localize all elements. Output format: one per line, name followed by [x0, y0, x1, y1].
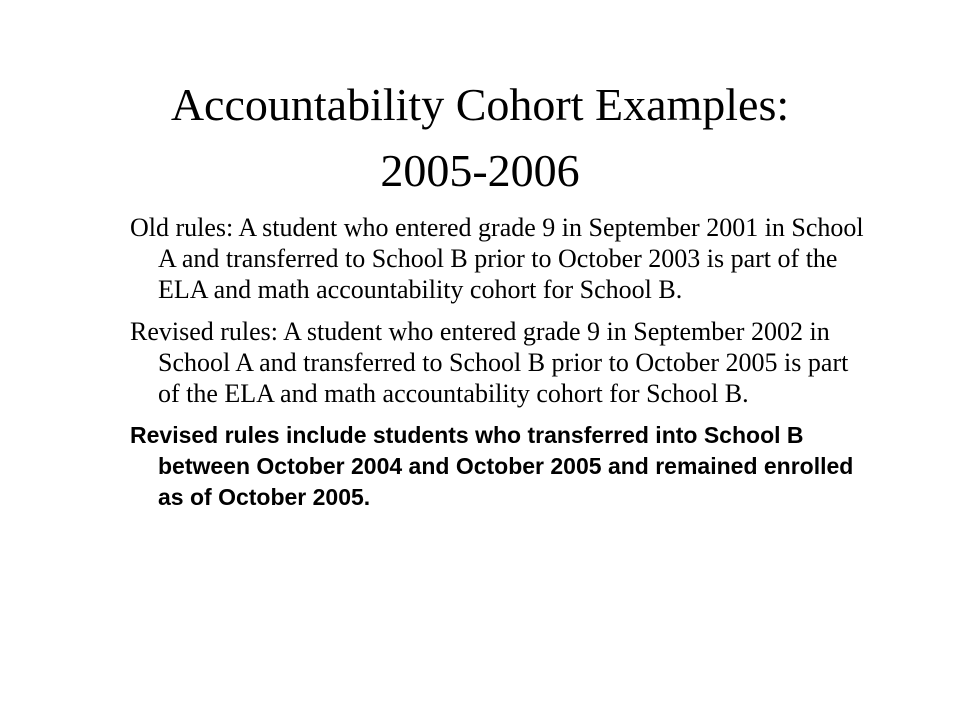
revised-rules-summary-paragraph: Revised rules include students who transferred into School B between October 2004 and October 2005 and remained enrolled as of October 2005. — [130, 422, 854, 510]
old-rules-paragraph: Old rules: A student who entered grade 9 in September 2001 in School A and transferred to School B prior to October 2003 is part of the ELA and math accountability cohort for School B. — [130, 213, 864, 304]
slide-title-line-1: Accountability Cohort Examples: — [170, 79, 790, 130]
revised-rules-paragraph: Revised rules: A student who entered grade 9 in September 2002 in School A and transferred to School B prior to October 2005 is part of the ELA and math accountability cohort for School B. — [130, 317, 849, 408]
slide-body — [130, 212, 870, 524]
slide-title — [60, 72, 900, 204]
slide-title-line-2: 2005-2006 — [380, 145, 580, 196]
